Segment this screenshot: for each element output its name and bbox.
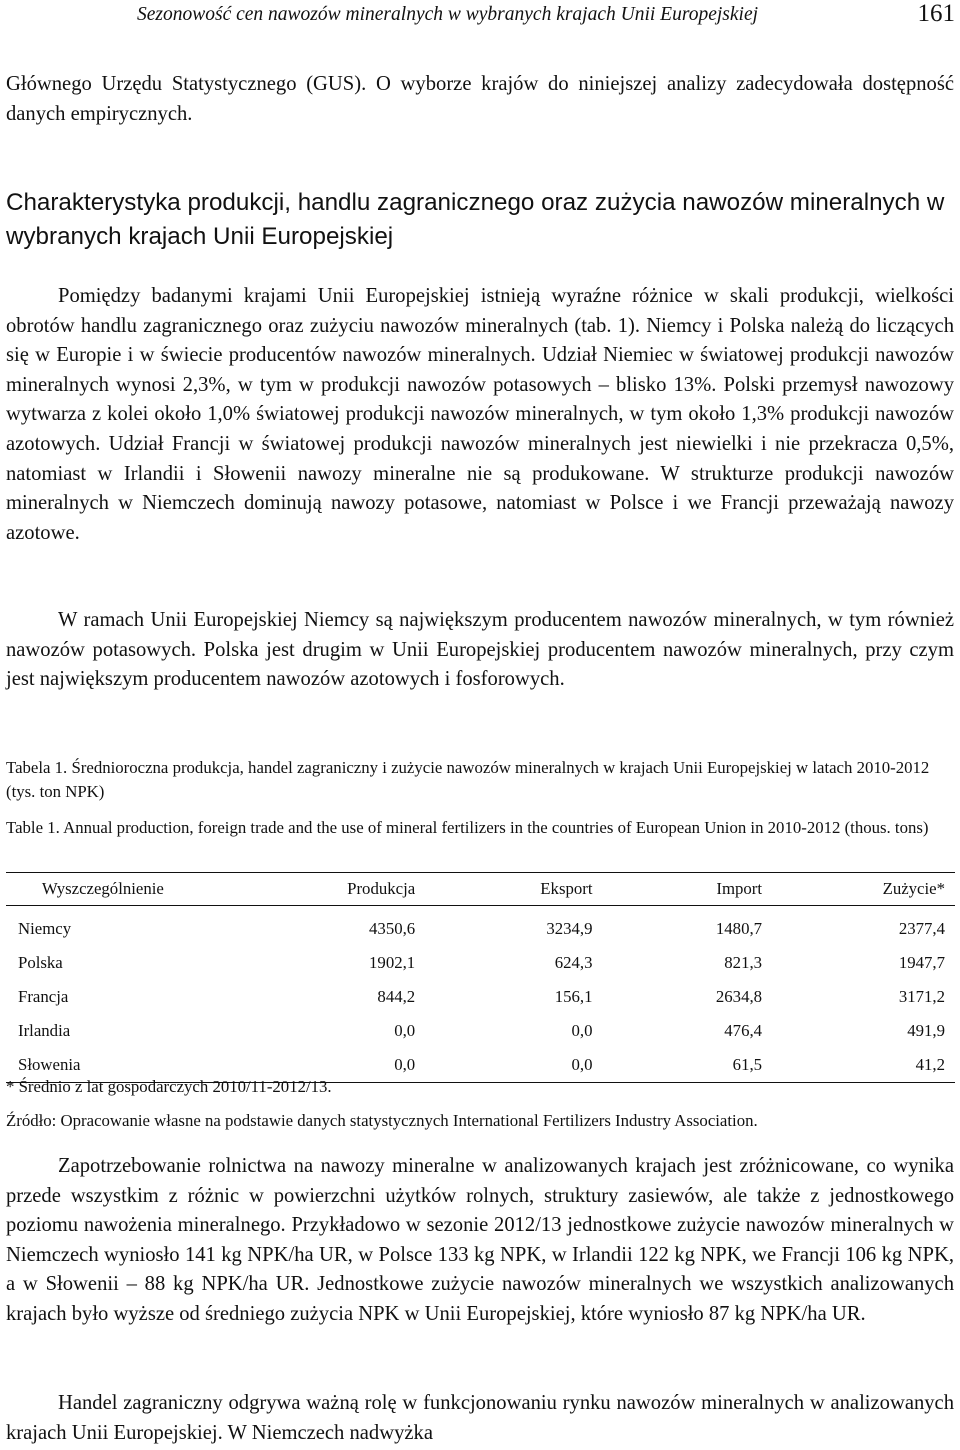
- table-cell: 41,2: [772, 1048, 955, 1083]
- table-caption-polish: Tabela 1. Średnioroczna produkcja, handel zagraniczny i zużycie nawozów mineralnych w krajach Unii Europejskiej w latach 2010-2012 (tys. ton NPK): [6, 758, 930, 801]
- table-cell: 844,2: [377, 987, 416, 1006]
- running-header: [0, 2, 955, 30]
- table-cell: 4350,6: [369, 919, 416, 938]
- table-cell: 624,3: [554, 953, 593, 972]
- fertilizer-data-table: [6, 872, 955, 1083]
- table-cell: 156,1: [554, 987, 593, 1006]
- table-cell: 821,3: [724, 953, 763, 972]
- column-header: Import: [603, 873, 773, 906]
- column-header: Zużycie*: [772, 873, 955, 906]
- running-title: Sezonowość cen nawozów mineralnych w wybranych krajach Unii Europejskiej: [137, 4, 759, 25]
- body-paragraph: W ramach Unii Europejskiej Niemcy są największym producentem nawozów mineralnych, w tym również nawozów potasowych. Polska jest drugim w Unii Europejskiej producentem nawozów mineralnych, przy czym jest największym producentem nawozów azotowych i fosforowych.: [6, 609, 954, 691]
- table-row: [6, 906, 955, 947]
- row-label: Polska: [18, 953, 63, 972]
- body-paragraph: Handel zagraniczny odgrywa ważną rolę w funkcjonowaniu rynku nawozów mineralnych w analizowanych krajach Unii Europejskiej. W Niemczech nadwyżka: [6, 1392, 954, 1444]
- table-row: [6, 946, 955, 980]
- row-label: Niemcy: [18, 919, 72, 938]
- table-cell: 1947,7: [898, 953, 945, 972]
- body-paragraph: Pomiędzy badanymi krajami Unii Europejskiej istnieją wyraźne różnice w skali produkcji, wielkości obrotów handlu zagranicznego oraz zużyciu nawozów mineralnych (tab. 1). Niemcy i Polska należą do liczących się w Europie i w świecie producentów nawozów mineralnych. Udział Niemiec w światowej produkcji nawozów mineralnych wynosi 2,3%, w tym w produkcji nawozów potasowych – blisko 13%. Polski przemysł nawozowy wytwarza z kolei około 1,0% światowej produkcji nawozów mineralnych, w tym około 1,3% produkcji nawozów azotowych. Udział Francji w światowej produkcji nawozów mineralnych jest niewielki i nie przekracza 0,5%, natomiast w Irlandii i Słowenii nawozy mineralne nie są produkowane. W strukturze produkcji nawozów mineralnych w Niemczech dominują nawozy potasowe, natomiast w Polsce i we Francji przeważają nawozy azotowe.: [6, 285, 954, 544]
- table-cell: 2634,8: [715, 987, 763, 1006]
- table-cell: 0,0: [394, 1021, 416, 1040]
- column-header: Produkcja: [200, 873, 425, 906]
- table-cell: 2377,4: [898, 919, 945, 938]
- table-cell: 0,0: [200, 1048, 425, 1083]
- table-cell: 0,0: [425, 1048, 602, 1083]
- table-cell: 3171,2: [898, 987, 945, 1006]
- body-paragraph: Zapotrzebowanie rolnictwa na nawozy mineralne w analizowanych krajach jest zróżnicowane, co wynika przede wszystkim z różnic w powierzchni użytków rolnych, struktury zasiewów, ale także z jednostkowego poziomu nawożenia mineralnego. Przykładowo w sezonie 2012/13 jednostkowe zużycie nawozów mineralnych w Niemczech wyniosło 141 kg NPK/ha UR, w Polsce 133 kg NPK, w Irlandii 122 kg NPK, we Francji 106 kg NPK, a w Słowenii – 88 kg NPK/ha UR. Jednostkowe zużycie nawozów mineralnych we wszystkich analizowanych krajach było wyższe od średniego zużycia NPK w Unii Europejskiej, które wyniosło 87 kg NPK/ha UR.: [6, 1155, 954, 1325]
- table-cell: 61,5: [603, 1048, 773, 1083]
- table-cell: 0,0: [571, 1021, 593, 1040]
- intro-paragraph: Głównego Urzędu Statystycznego (GUS). O wyborze krajów do niniejszej analizy zadecydowała dostępność danych empirycznych.: [6, 73, 954, 125]
- table-caption-english: Table 1. Annual production, foreign trade and the use of mineral fertilizers in the countries of European Union in 2010-2012 (thous. tons): [6, 818, 929, 837]
- table-cell: 491,9: [907, 1021, 945, 1040]
- page-number: 161: [917, 0, 955, 27]
- row-label: Irlandia: [18, 1021, 71, 1040]
- table-cell: 3234,9: [546, 919, 593, 938]
- table-source: Źródło: Opracowanie własne na podstawie danych statystycznych International Fertilizers Industry Association.: [6, 1111, 758, 1130]
- table-row: [6, 980, 955, 1014]
- table-cell: 476,4: [724, 1021, 763, 1040]
- row-label: Francja: [18, 987, 69, 1006]
- table-cell: 1480,7: [715, 919, 763, 938]
- row-label: Słowenia: [6, 1048, 200, 1083]
- table-header-row: [6, 873, 955, 906]
- table-footnote: * Średnio z lat gospodarczych 2010/11-2012/13.: [6, 1077, 332, 1096]
- column-header: Wyszczególnienie: [6, 873, 200, 906]
- column-header: Eksport: [425, 873, 602, 906]
- table-cell: 1902,1: [369, 953, 416, 972]
- section-heading: Charakterystyka produkcji, handlu zagranicznego oraz zużycia nawozów mineralnych w wybranych krajach Unii Europejskiej: [6, 189, 945, 250]
- table-row: [6, 1014, 955, 1048]
